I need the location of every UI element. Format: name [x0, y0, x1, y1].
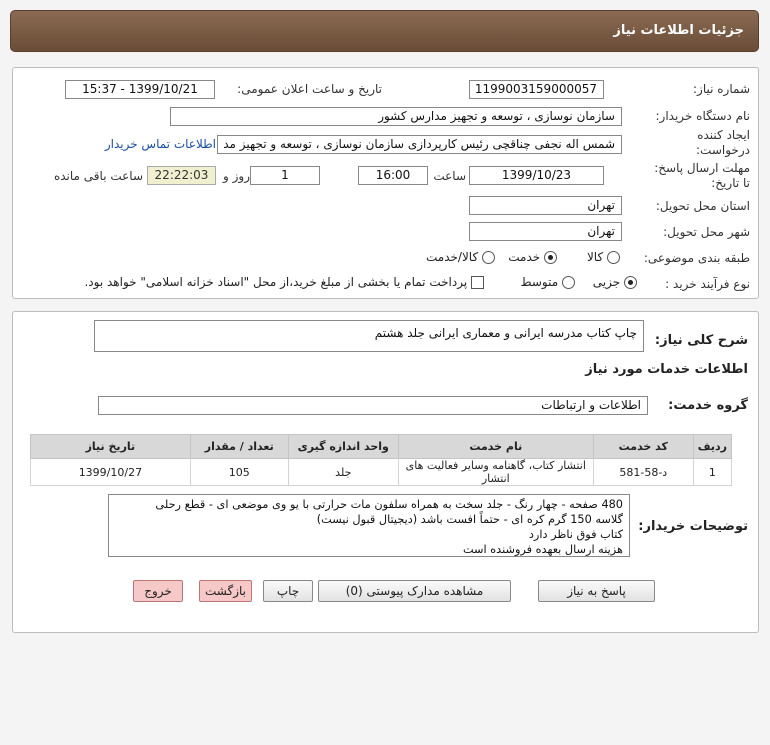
deadline-time-field: 16:00 — [358, 166, 428, 185]
city-field: تهران — [469, 222, 622, 241]
treasury-payment-option[interactable]: پرداخت تمام یا بخشی از مبلغ خرید،از محل "اسناد خزانه اسلامی" خواهد بود. — [72, 275, 484, 289]
need-number-label: شماره نیاز: — [693, 82, 750, 96]
col-name: نام خدمت — [398, 435, 593, 459]
cell-row: 1 — [693, 459, 731, 486]
col-row: ردیف — [693, 435, 731, 459]
services-title: اطلاعات خدمات مورد نیاز — [585, 362, 748, 377]
buyer-notes-field — [108, 494, 630, 557]
reply-button[interactable]: پاسخ به نیاز — [538, 580, 655, 602]
category-option-goods[interactable]: کالا — [570, 250, 620, 264]
print-button[interactable]: چاپ — [263, 580, 313, 602]
buyer-note-line: کتاب فوق ناظر دارد — [528, 528, 623, 541]
radio-service[interactable] — [544, 251, 557, 264]
cell-name: انتشار کتاب، گاهنامه وسایر فعالیت های انتشار — [398, 459, 593, 486]
buyer-note-line: گلاسه 150 گرم کره ای - حتماً افست باشد (دیجیتال قبول نیست) — [316, 513, 623, 526]
service-group-field: اطلاعات و ارتباطات — [98, 396, 648, 415]
radio-partial[interactable] — [624, 276, 637, 289]
process-option-partial[interactable]: جزیی — [585, 275, 637, 289]
summary-field: چاپ کتاب مدرسه ایرانی و معماری ایرانی جلد هشتم — [94, 320, 644, 352]
announce-date-field: 1399/10/21 - 15:37 — [65, 80, 215, 99]
col-qty: تعداد / مقدار — [190, 435, 288, 459]
page-title: جزئیات اطلاعات نیاز — [613, 23, 744, 38]
view-attachments-button[interactable]: مشاهده مدارک پیوستی (0) — [318, 580, 511, 602]
remaining-time-field: 22:22:03 — [147, 166, 216, 185]
province-field: تهران — [469, 196, 622, 215]
province-label: استان محل تحویل: — [655, 199, 750, 213]
need-number-field: 1199003159000057 — [469, 80, 604, 99]
services-table — [30, 434, 732, 486]
category-label: طبقه بندی موضوعی: — [643, 251, 750, 265]
service-group-label: گروه خدمت: — [668, 398, 748, 413]
buyer-org-field: سازمان نوسازی ، توسعه و تجهیز مدارس کشور — [170, 107, 622, 126]
treasury-checkbox[interactable] — [471, 276, 484, 289]
summary-label: شرح کلی نیاز: — [654, 333, 748, 348]
category-option-goods-service[interactable]: کالا/خدمت — [415, 250, 495, 264]
city-label: شهر محل تحویل: — [663, 225, 750, 239]
table-header-row — [31, 435, 732, 459]
days-label: روز و — [223, 169, 250, 183]
announce-date-label: تاریخ و ساعت اعلان عمومی: — [237, 82, 382, 96]
col-unit: واحد اندازه گیری — [288, 435, 398, 459]
buyer-note-line: هزینه ارسال بعهده فروشنده است — [462, 543, 623, 556]
table-row — [31, 459, 732, 486]
exit-button[interactable]: خروج — [133, 580, 183, 602]
buyer-contact-link[interactable]: اطلاعات تماس خریدار — [104, 137, 216, 151]
days-remaining-field: 1 — [250, 166, 320, 185]
radio-goods-service[interactable] — [482, 251, 495, 264]
category-option-service[interactable]: خدمت — [502, 250, 557, 264]
back-button[interactable]: بازگشت — [199, 580, 252, 602]
cell-code: د-58-581 — [593, 459, 693, 486]
cell-date: 1399/10/27 — [31, 459, 191, 486]
process-option-medium[interactable]: متوسط — [510, 275, 575, 289]
buyer-note-line: 480 صفحه - چهار رنگ - جلد سخت به همراه سلفون مات حرارتی با یو وی موضعی ای - قطع رحلی — [155, 498, 623, 511]
col-date: تاریخ نیاز — [31, 435, 191, 459]
creator-label: ایجاد کننده درخواست: — [696, 128, 750, 157]
buyer-org-label: نام دستگاه خریدار: — [655, 109, 750, 123]
process-type-label: نوع فرآیند خرید : — [665, 277, 750, 291]
services-table-wrap — [30, 434, 732, 486]
cell-unit: جلد — [288, 459, 398, 486]
creator-field: شمس اله نجفی چناقچی رئیس کارپردازی سازمان نوسازی ، توسعه و تجهیز مد — [217, 135, 622, 154]
cell-qty: 105 — [190, 459, 288, 486]
page-header — [10, 10, 759, 52]
buyer-notes-label: توضیحات خریدار: — [638, 519, 748, 534]
deadline-time-label: ساعت — [433, 169, 466, 183]
radio-goods[interactable] — [607, 251, 620, 264]
remaining-time-label: ساعت باقی مانده — [53, 169, 143, 183]
radio-medium[interactable] — [562, 276, 575, 289]
deadline-label: مهلت ارسال پاسخ: تا تاریخ: — [654, 161, 750, 190]
deadline-date-field: 1399/10/23 — [469, 166, 604, 185]
col-code: کد خدمت — [593, 435, 693, 459]
